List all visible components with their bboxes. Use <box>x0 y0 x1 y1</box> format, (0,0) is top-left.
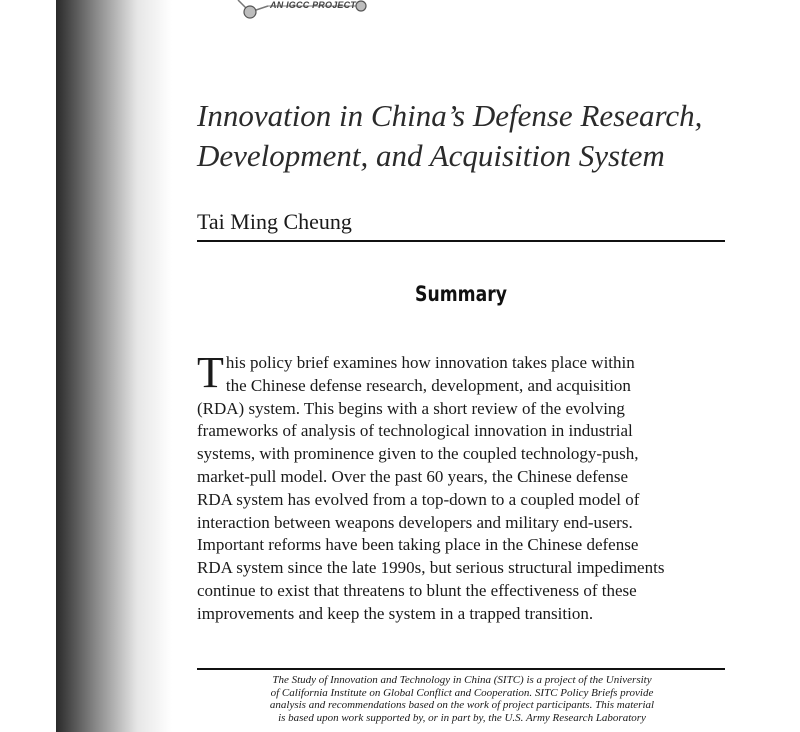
summary-heading: Summary <box>415 282 507 306</box>
body-line: market-pull model. Over the past 60 years, the Chinese defense <box>197 466 629 486</box>
footnote-divider <box>197 668 725 670</box>
body-line: improvements and keep the system in a trapped transition. <box>197 603 594 623</box>
body-line: the Chinese defense research, development, and acquisition <box>225 375 631 395</box>
body-line: continue to exist that threatens to blunt the effectiveness of these <box>197 580 637 600</box>
title-divider <box>197 240 725 242</box>
summary-body <box>197 348 727 626</box>
footnote-line: analysis and recommendations based on the work of project participants. This material <box>269 699 655 711</box>
drop-cap: T <box>197 348 224 397</box>
footnote-line: of California Institute on Global Conflict and Cooperation. SITC Policy Briefs provide <box>270 686 654 699</box>
footnote <box>197 674 727 724</box>
body-line: systems, with prominence given to the coupled technology-push, <box>197 444 639 464</box>
page-title <box>197 96 757 176</box>
title-line-2: Development, and Acquisition System <box>197 138 665 173</box>
body-line: his policy brief examines how innovation takes place within <box>225 353 635 372</box>
body-line: (RDA) system. This begins with a short review of the evolving <box>197 398 625 418</box>
title-line-1: Innovation in China’s Defense Research, <box>197 98 703 133</box>
side-gradient-band <box>56 0 172 732</box>
author-name: Tai Ming Cheung <box>197 209 352 234</box>
body-line: frameworks of analysis of technological innovation in industrial <box>197 421 633 441</box>
body-line: RDA system has evolved from a top-down to a coupled model of <box>197 489 640 509</box>
footnote-line: The Study of Innovation and Technology in China (SITC) is a project of the University <box>272 674 652 686</box>
body-line: interaction between weapons developers and military end-users. <box>197 512 633 532</box>
footnote-line: is based upon work supported by, or in part by, the U.S. Army Research Laboratory <box>278 711 646 724</box>
body-line: Important reforms have been taking place in the Chinese defense <box>197 535 639 555</box>
logo-text: AN IGCC PROJECT <box>270 0 357 10</box>
body-line: RDA system since the late 1990s, but serious structural impediments <box>197 558 665 578</box>
